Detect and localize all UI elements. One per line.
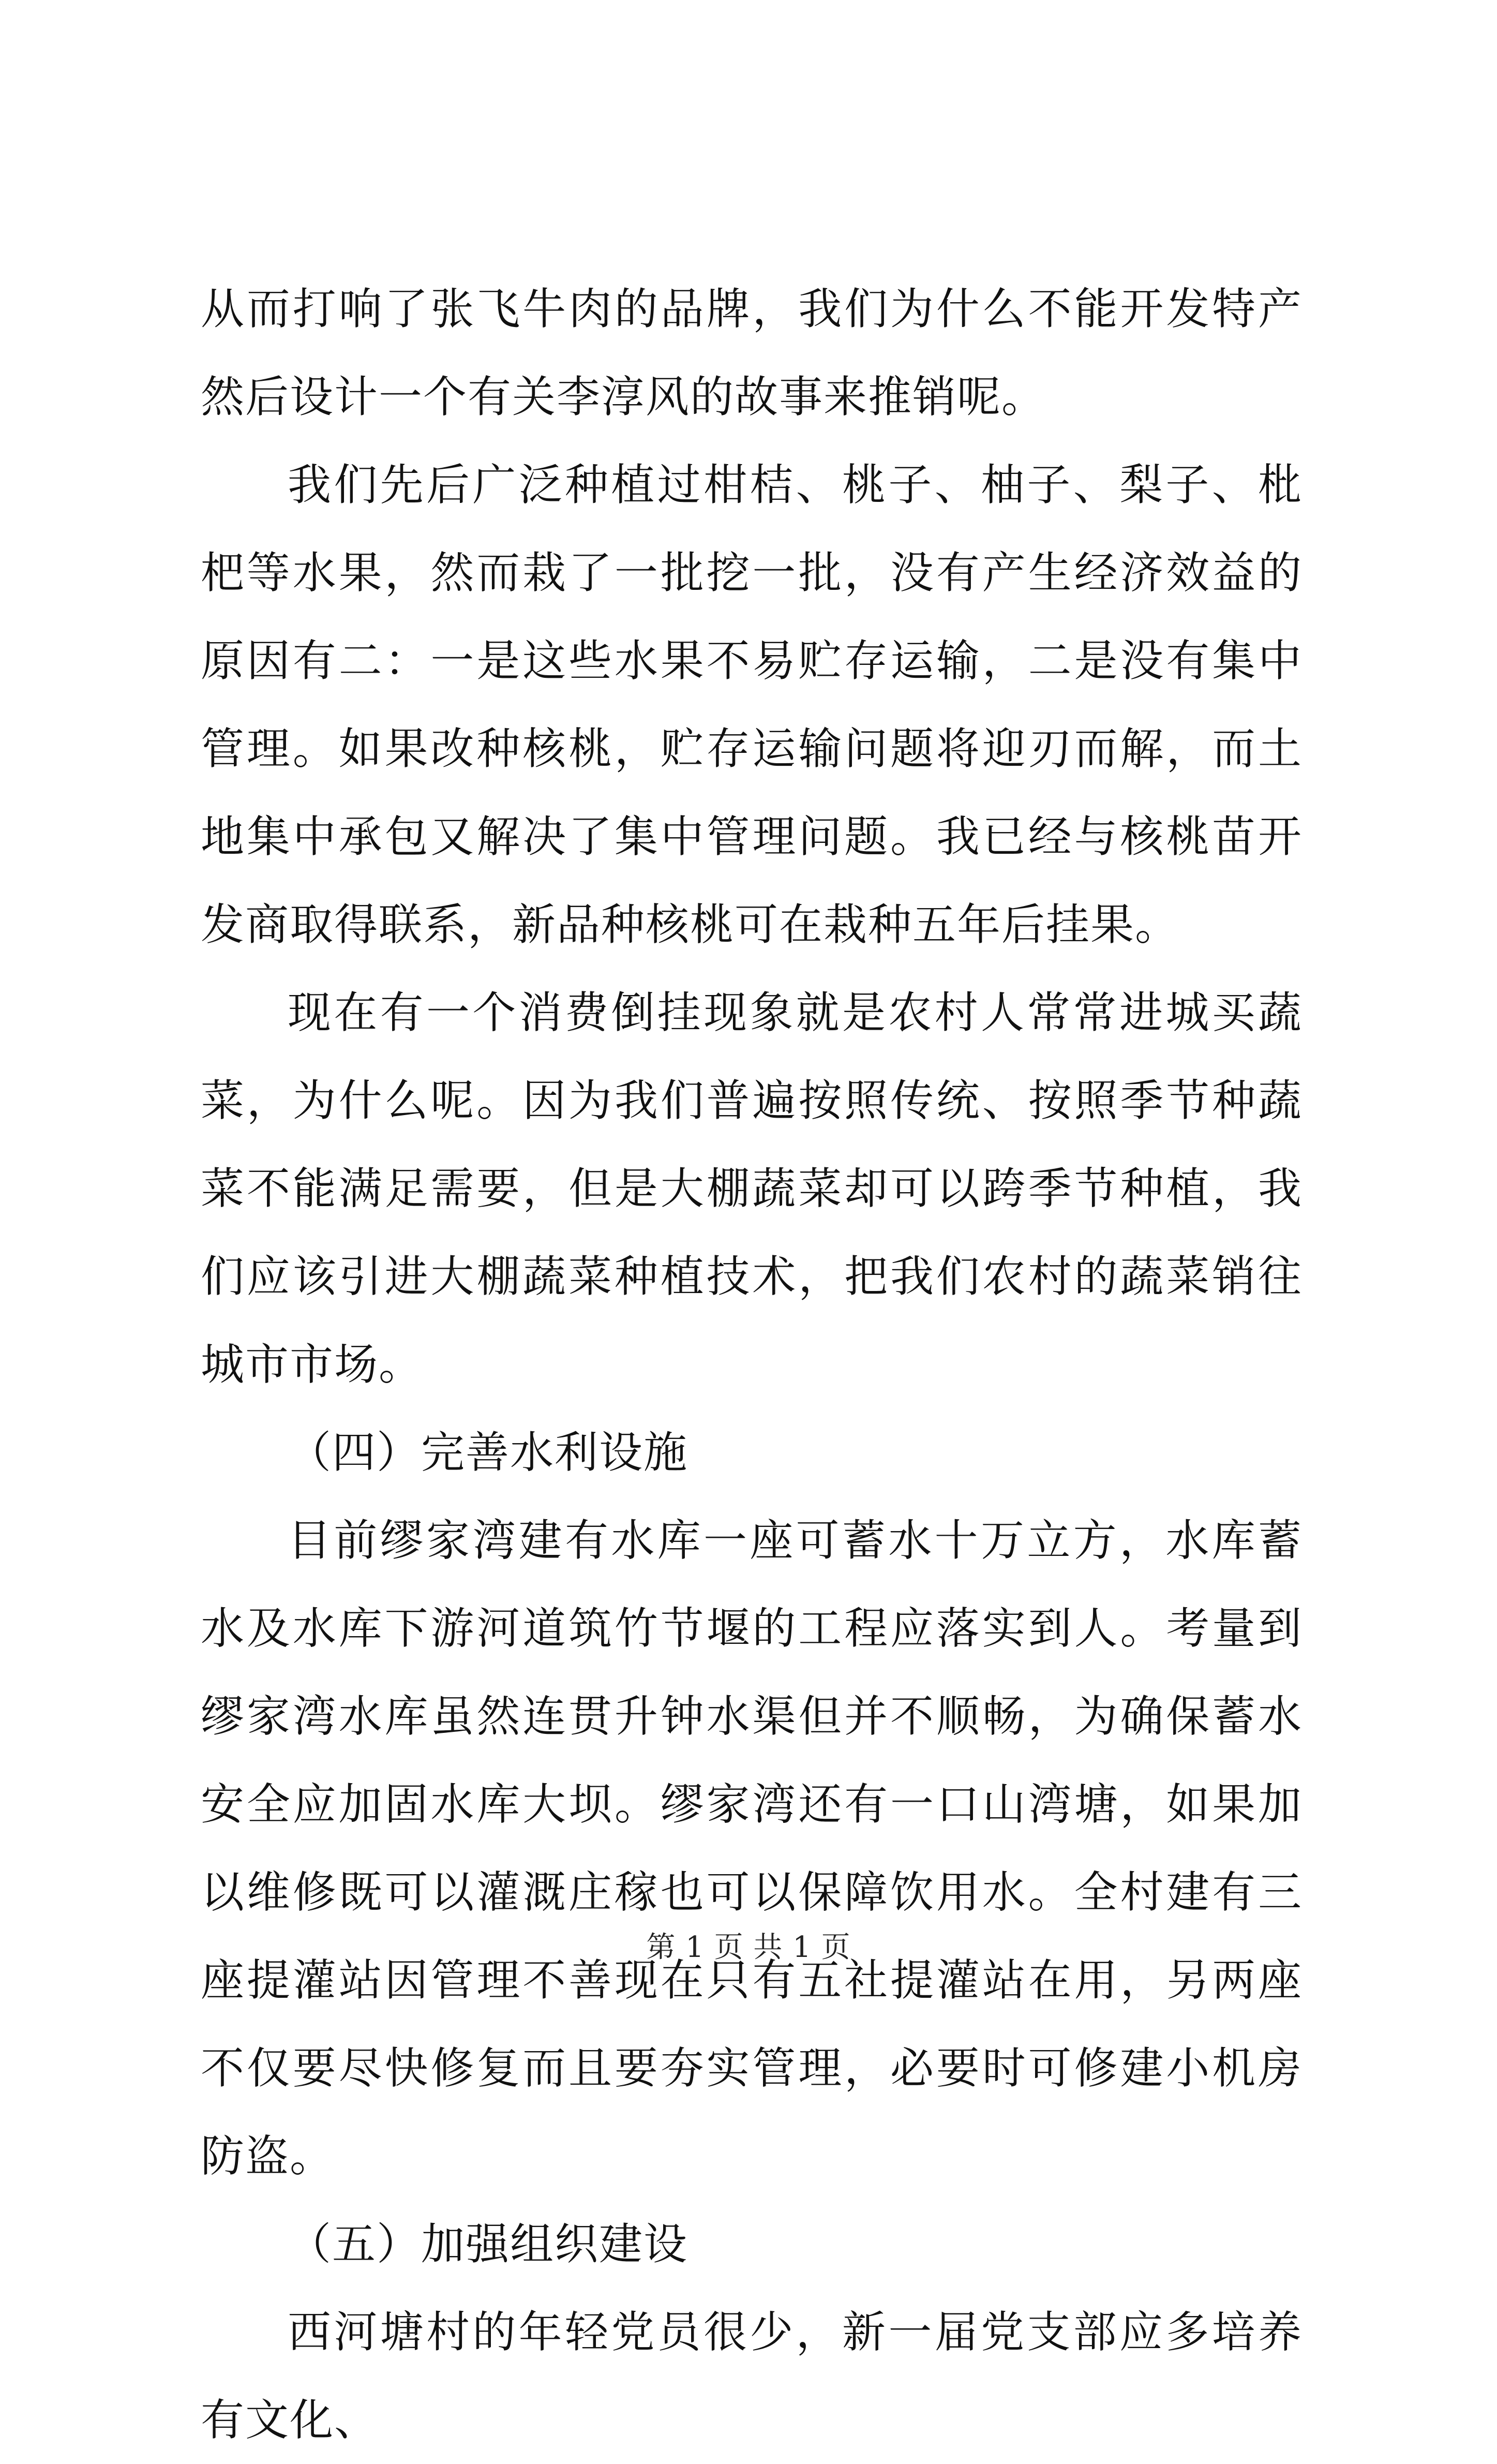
body-text	[201, 265, 1303, 2464]
paragraph-fruit-planting: 我们先后广泛种植过柑桔、桃子、柚子、梨子、枇杷等水果，然而栽了一批挖一批，没有产生经济效益的原因有二：一是这些水果不易贮存运输，二是没有集中管理。如果改种核桃，贮存运输问题将迎刃而解，而土地集中承包又解决了集中管理问题。我已经与核桃苗开发商取得联系，新品种核桃可在栽种五年后挂果。	[201, 459, 1303, 950]
section-heading-water-facilities: （四）完善水利设施	[288, 1427, 688, 1478]
paragraph-reservoir: 目前缪家湾建有水库一座可蓄水十万立方，水库蓄水及水库下游河道筑竹节堰的工程应落实到人。考量到缪家湾水库虽然连贯升钟水渠但并不顺畅，为确保蓄水安全应加固水库大坝。缪家湾还有一口山湾塘，如果加以维修既可以灌溉庄稼也可以保障饮用水。全村建有三座提灌站因管理不善现在只有五社提灌站在用，另两座不仅要尽快修复而且要夯实管理，必要时可修建小机房防盗。	[201, 1515, 1303, 2181]
paragraph-continuation: 从而打响了张飞牛肉的品牌，我们为什么不能开发特产然后设计一个有关李淳风的故事来推销呢。	[201, 284, 1303, 422]
paragraph-vegetables: 现在有一个消费倒挂现象就是农村人常常进城买蔬菜，为什么呢。因为我们普遍按照传统、按照季节种蔬菜不能满足需要，但是大棚蔬菜却可以跨季节种植，我们应该引进大棚蔬菜种植技术，把我们农村的蔬菜销往城市市场。	[201, 987, 1303, 1390]
paragraph-party-members: 西河塘村的年轻党员很少，新一届党支部应多培养有文化、	[201, 2307, 1303, 2445]
page-footer: 第 1 页 共 1 页	[646, 1931, 851, 1964]
section-heading-organization: （五）加强组织建设	[288, 2219, 688, 2269]
